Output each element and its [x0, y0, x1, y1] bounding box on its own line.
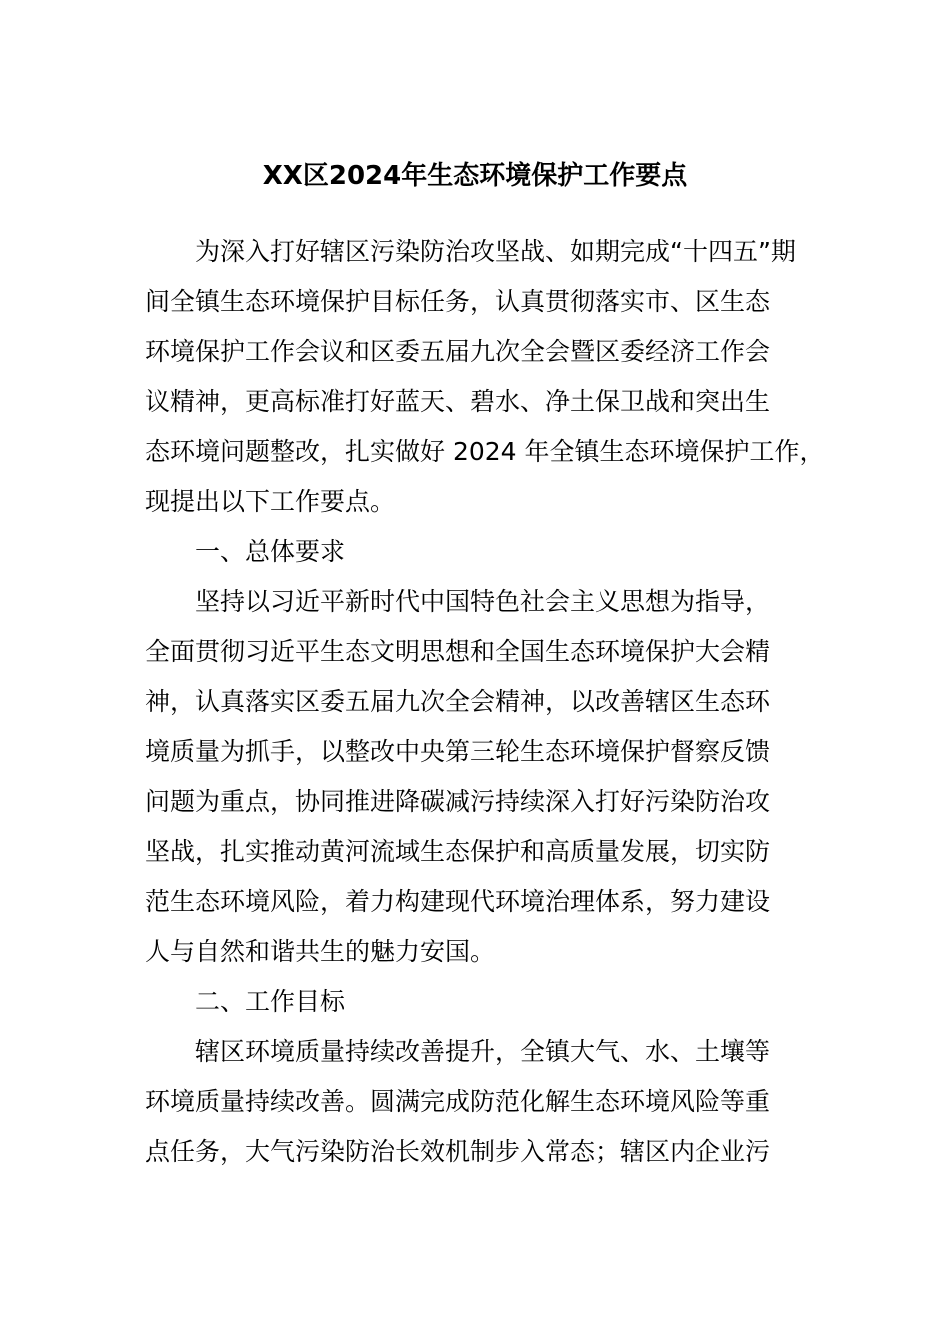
- paragraph-line: 人与自然和谐共生的魅力安国。: [145, 937, 496, 966]
- paragraph-line: 现提出以下工作要点。: [145, 487, 396, 516]
- section-heading: 二、工作目标: [195, 987, 346, 1016]
- paragraph-line: 坚持以习近平新时代中国特色社会主义思想为指导，: [195, 587, 771, 616]
- paragraph-line: 范生态环境风险，着力构建现代环境治理体系，努力建设: [145, 887, 771, 916]
- paragraph-line: 态环境问题整改，扎实做好 2024 年全镇生态环境保护工作，: [145, 437, 825, 466]
- paragraph-line: 环境质量持续改善。圆满完成防范化解生态环境风险等重: [145, 1087, 771, 1116]
- paragraph-line: 坚战，扎实推动黄河流域生态保护和高质量发展，切实防: [145, 837, 771, 866]
- paragraph-line: 为深入打好辖区污染防治攻坚战、如期完成“十四五”期: [195, 237, 796, 266]
- paragraph-line: 环境保护工作会议和区委五届九次全会暨区委经济工作会: [145, 337, 771, 366]
- section-heading: 一、总体要求: [195, 537, 346, 566]
- paragraph-line: 境质量为抓手，以整改中央第三轮生态环境保护督察反馈: [145, 737, 771, 766]
- paragraph-line: 点任务，大气污染防治长效机制步入常态；辖区内企业污: [145, 1137, 771, 1166]
- document-title: XX区2024年生态环境保护工作要点: [262, 161, 688, 191]
- paragraph-line: 辖区环境质量持续改善提升，全镇大气、水、土壤等: [195, 1037, 771, 1066]
- paragraph-line: 间全镇生态环境保护目标任务，认真贯彻落实市、区生态: [145, 287, 771, 316]
- paragraph-line: 问题为重点，协同推进降碳减污持续深入打好污染防治攻: [145, 787, 771, 816]
- paragraph-line: 神，认真落实区委五届九次全会精神，以改善辖区生态环: [145, 687, 771, 716]
- paragraph-line: 全面贯彻习近平生态文明思想和全国生态环境保护大会精: [145, 637, 771, 666]
- paragraph-line: 议精神，更高标准打好蓝天、碧水、净土保卫战和突出生: [145, 387, 771, 416]
